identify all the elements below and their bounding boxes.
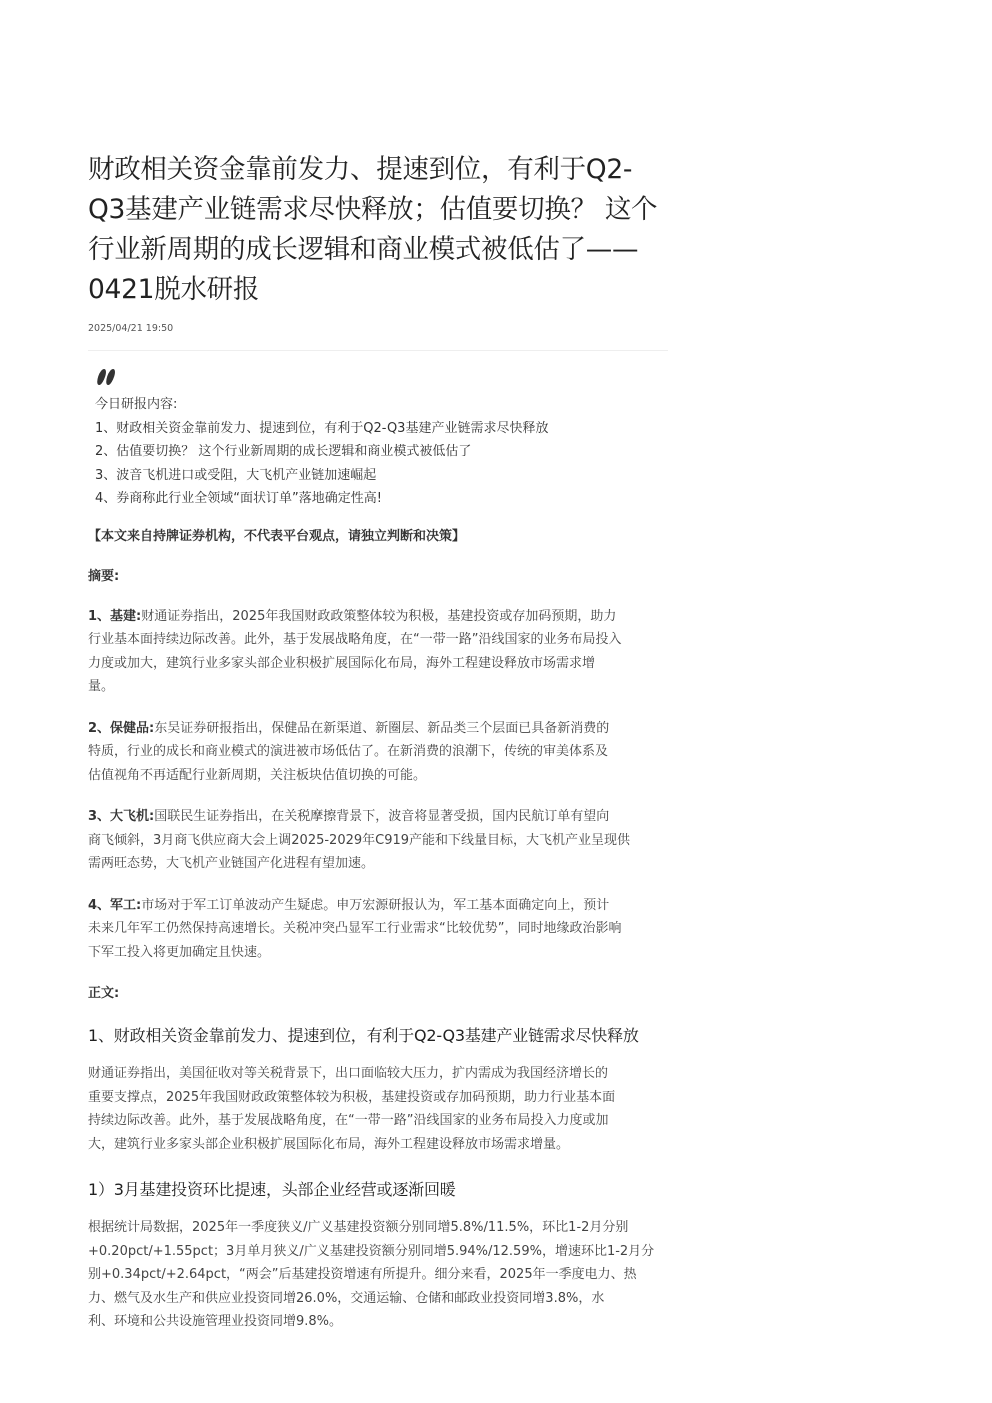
summary-line: 财通证券指出，2025年我国财政政策整体较为积极，基建投资或存加码预期，助力	[141, 608, 617, 624]
disclaimer-notice: 【本文来自持牌证券机构，不代表平台观点，请独立判断和决策】	[88, 528, 466, 544]
quote-mark-icon	[96, 367, 118, 389]
quote-line: 1、财政相关资金靠前发力、提速到位，有利于Q2-Q3基建产业链需求尽快释放	[95, 420, 549, 436]
summary-line: 下军工投入将更加确定且快速。	[88, 944, 271, 960]
summary-line: 东吴证券研报指出，保健品在新渠道、新圈层、新品类三个层面已具备新消费的	[154, 720, 610, 736]
quote-line: 2、估值要切换？ 这个行业新周期的成长逻辑和商业模式被低估了	[95, 444, 472, 459]
article-title	[88, 150, 668, 310]
quote-line: 今日研报内容:	[95, 397, 178, 412]
body-line: 财通证券指出，美国征收对等关税背景下，出口面临较大压力，扩内需成为我国经济增长的	[88, 1066, 609, 1081]
summary-item-military	[88, 894, 668, 965]
article	[88, 150, 668, 1334]
body-line: 别+0.34pct/+2.64pct，“两会”后基建投资增速有所提升。细分来看，2025年一季度电力、热	[88, 1267, 637, 1282]
body-line: +0.20pct/+1.55pct；3月单月狭义/广义基建投资额分别同增5.94%/12.59%，增速环比1-2月分	[88, 1243, 655, 1259]
summary-line: 量。	[88, 679, 115, 694]
quote-line: 3、波音飞机进口或受阻，大飞机产业链加速崛起	[95, 467, 377, 483]
summary-line: 商飞倾斜，3月商飞供应商大会上调2025-2029年C919产能和下线量目标，大飞机产业呈现供	[88, 832, 631, 848]
summary-quote-box	[88, 367, 668, 511]
title-divider	[88, 350, 668, 351]
body-line: 力、燃气及水生产和供应业投资同增26.0%，交通运输、仓储和邮政业投资同增3.8%，水	[88, 1290, 605, 1306]
publish-date: 2025/04/21 19:50	[88, 323, 174, 334]
body-label: 正文:	[88, 986, 120, 1001]
summary-line: 市场对于军工订单波动产生疑虑。申万宏源研报认为，军工基本面确定向上，预计	[141, 897, 610, 913]
summary-item-health-products	[88, 717, 668, 788]
summary-item-lead: 3、大飞机:	[88, 809, 155, 824]
section-heading-2: 1）3月基建投资环比提速，头部企业经营或逐渐回暖	[88, 1180, 456, 1199]
summary-line: 估值视角不再适配行业新周期，关注板块估值切换的可能。	[88, 767, 427, 783]
body-paragraph-1	[88, 1062, 668, 1156]
summary-item-infrastructure	[88, 605, 668, 699]
summary-item-lead: 1、基建:	[88, 608, 142, 624]
summary-line: 未来几年军工仍然保持高速增长。关税冲突凸显军工行业需求“比较优势”，同时地缘政治影响	[88, 921, 622, 936]
title-line: 行业新周期的成长逻辑和商业模式被低估了——	[88, 234, 639, 265]
body-line: 利、环境和公共设施管理业投资同增9.8%。	[88, 1314, 343, 1329]
summary-line: 力度或加大，建筑行业多家头部企业积极扩展国际化布局，海外工程建设释放市场需求增	[88, 655, 596, 671]
section-heading-1: 1、财政相关资金靠前发力、提速到位，有利于Q2-Q3基建产业链需求尽快释放	[88, 1026, 639, 1045]
summary-item-lead: 4、军工:	[88, 897, 142, 913]
summary-line: 行业基本面持续边际改善。此外，基于发展战略角度，在“一带一路”沿线国家的业务布局投入	[88, 632, 622, 647]
summary-item-lead: 2、保健品:	[88, 720, 155, 736]
title-line: 财政相关资金靠前发力、提速到位，有利于Q2-	[88, 154, 633, 185]
title-line: 0421脱水研报	[88, 274, 260, 305]
body-line: 重要支撑点，2025年我国财政政策整体较为积极，基建投资或存加码预期，助力行业基本面	[88, 1089, 616, 1105]
body-line: 根据统计局数据，2025年一季度狭义/广义基建投资额分别同增5.8%/11.5%，环比1-2月分别	[88, 1220, 629, 1235]
summary-line: 国联民生证券指出，在关税摩擦背景下，波音将显著受损，国内民航订单有望向	[154, 809, 610, 824]
quote-content	[95, 393, 668, 511]
title-line: Q3基建产业链需求尽快释放；估值要切换？ 这个	[88, 194, 658, 225]
body-line: 持续边际改善。此外，基于发展战略角度，在“一带一路”沿线国家的业务布局投入力度或加	[88, 1113, 609, 1128]
summary-label: 摘要:	[88, 568, 120, 584]
summary-line: 需两旺态势，大飞机产业链国产化进程有望加速。	[88, 856, 375, 871]
body-paragraph-2	[88, 1216, 668, 1334]
summary-item-aircraft	[88, 805, 668, 876]
summary-line: 特质，行业的成长和商业模式的演进被市场低估了。在新消费的浪潮下，传统的审美体系及	[88, 744, 609, 759]
quote-line: 4、券商称此行业全领域“面状订单”落地确定性高!	[95, 491, 382, 506]
body-line: 大，建筑行业多家头部企业积极扩展国际化布局，海外工程建设释放市场需求增量。	[88, 1136, 570, 1152]
